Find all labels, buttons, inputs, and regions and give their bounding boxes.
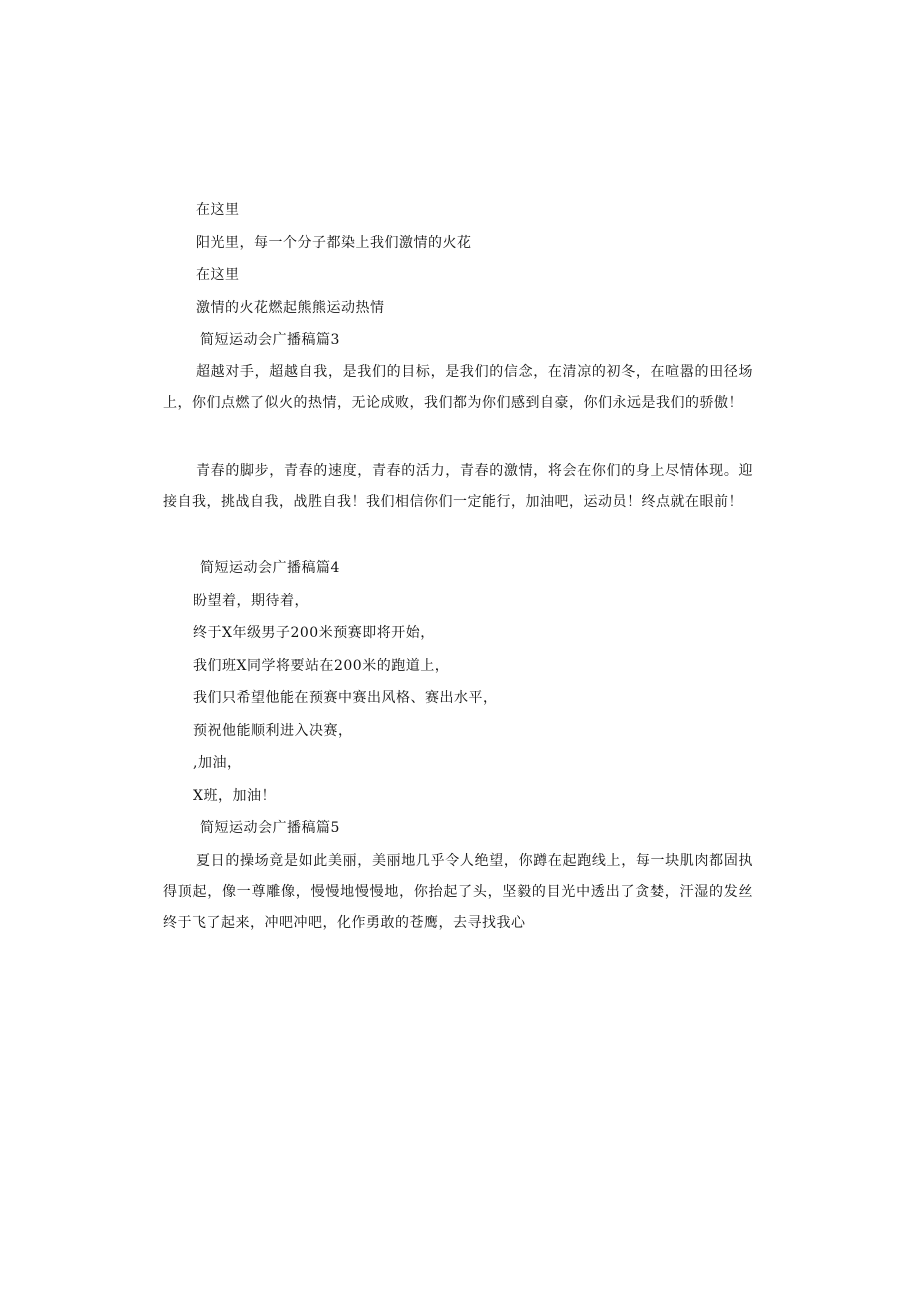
cheer-line-6: ,加油， bbox=[193, 755, 242, 771]
cheer-line-1: 盼望着，期待着， bbox=[193, 593, 309, 609]
poem-line-2: 阳光里，每一个分子都染上我们激情的火花 bbox=[196, 235, 472, 251]
section-3-paragraph-1: 超越对手，超越自我，是我们的目标，是我们的信念，在清凉的初冬，在喧嚣的田径场上，你们点燃了似火的热情，无论成败，我们都为你们感到自豪，你们永远是我们的骄傲！ bbox=[163, 364, 753, 411]
poem-line-3: 在这里 bbox=[196, 267, 240, 283]
section-heading-5: 简短运动会广播稿篇5 bbox=[200, 820, 340, 836]
cheer-line-3: 我们班X同学将要站在200米的跑道上， bbox=[193, 658, 450, 674]
section-3-paragraph-2: 青春的脚步，青春的速度，青春的活力，青春的激情，将会在你们的身上尽情体现。迎接自我，挑战自我，战胜自我！我们相信你们一定能行，加油吧，运动员！终点就在眼前！ bbox=[163, 463, 753, 510]
poem-line-4: 激情的火花燃起熊熊运动热情 bbox=[196, 300, 385, 316]
cheer-line-5: 预祝他能顺利进入决赛， bbox=[193, 723, 353, 739]
section-heading-4: 简短运动会广播稿篇4 bbox=[200, 560, 340, 576]
section-5-paragraph: 夏日的操场竟是如此美丽，美丽地几乎令人绝望，你蹲在起跑线上，每一块肌肉都固执得顶起，像一尊雕像，慢慢地慢慢地，你抬起了头，坚毅的目光中透出了贪婪，汗湿的发丝终于飞了起来，冲吧冲吧，化作勇敢的苍鹰，去寻找我心 bbox=[163, 853, 753, 931]
cheer-line-4: 我们只希望他能在预赛中赛出风格、赛出水平， bbox=[193, 690, 498, 706]
cheer-line-7: X班，加油！ bbox=[193, 788, 276, 804]
poem-line-1: 在这里 bbox=[196, 202, 240, 218]
section-heading-3: 简短运动会广播稿篇3 bbox=[200, 332, 340, 348]
cheer-line-2: 终于X年级男子200米预赛即将开始， bbox=[193, 625, 435, 641]
